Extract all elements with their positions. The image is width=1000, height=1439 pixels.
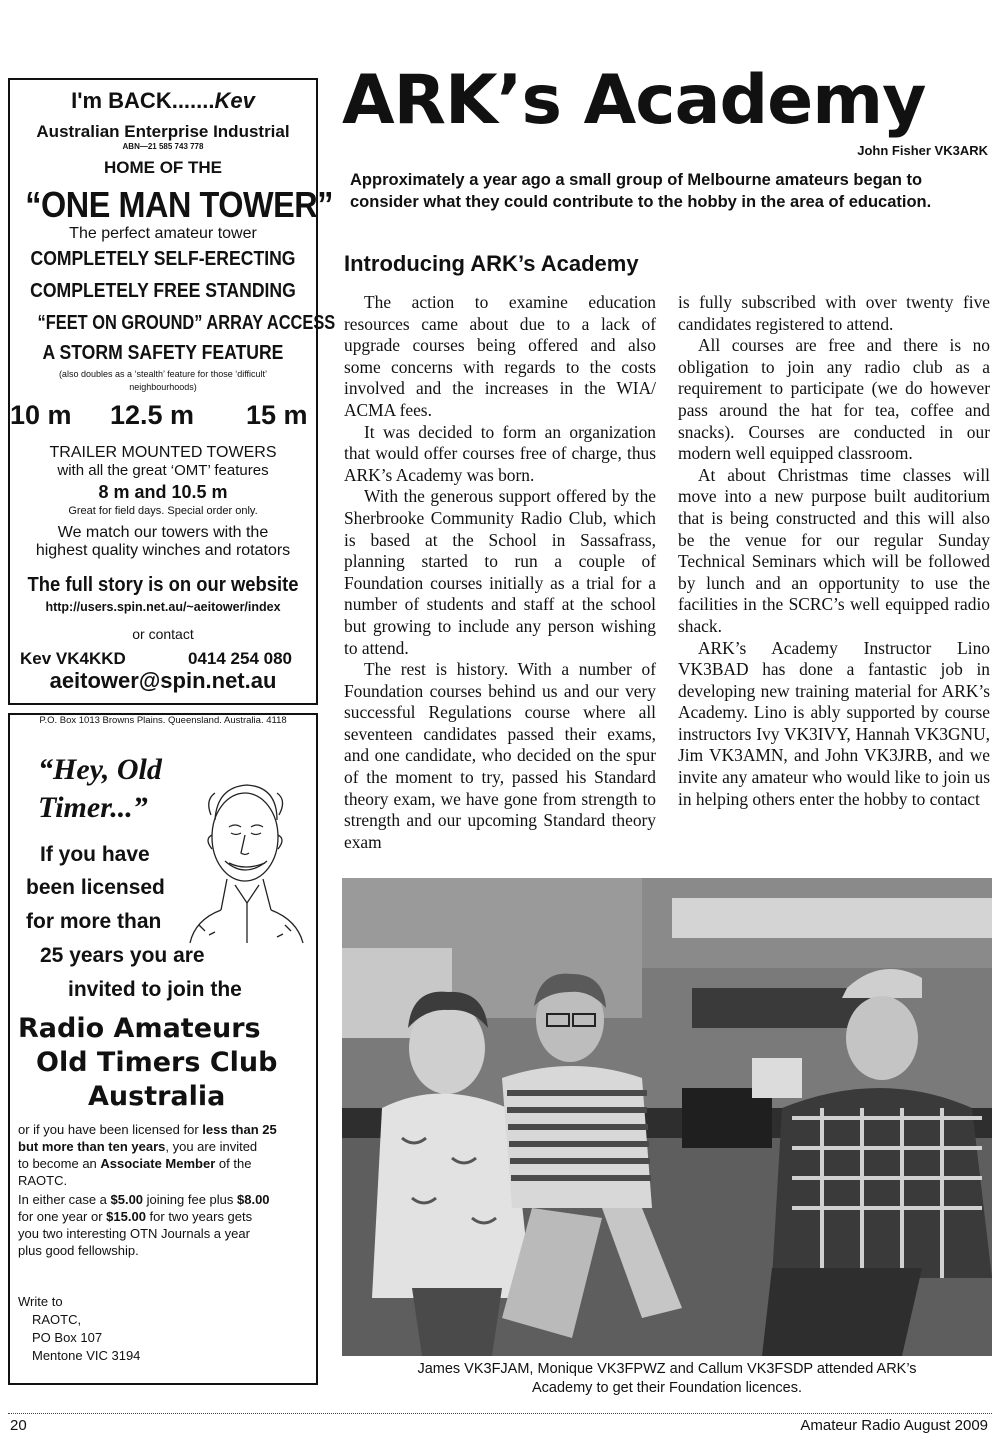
ad-feature-4: A STORM SAFETY FEATURE [42,342,284,364]
raotc-club-line-2: Old Timers Club [36,1047,278,1078]
ad-feature-note-1: (also doubles as a ‘stealth’ feature for those ‘difficult’ [58,369,268,379]
raotc-club-line-3: Australia [88,1081,226,1112]
ad-product-name: “ONE MAN TOWER” [25,184,333,225]
page-number: 20 [10,1417,27,1434]
tower-advertisement [8,78,336,726]
article-paragraph: At about Christmas time classes will move into a new purpose built auditorium that is being constructed and this will also be the venue for our regular Sunday Technical Seminars which will be followed by lunch and an opportunity to use the facilities in the SCRC’s well equipped radio shack. [678,464,990,636]
ad-headline [10,88,316,114]
raotc-address-line-2: PO Box 107 [32,1330,103,1345]
raotc-advertisement [8,713,318,1385]
publication-name: Amateur Radio August 2009 [800,1417,988,1434]
ad-size-10m: 10 m [10,400,72,430]
raotc-line-2: been licensed [26,876,165,899]
ad-contact-phone: 0414 254 080 [188,649,292,668]
article-paragraph: The rest is history. With a number of Foundation courses behind us and our very successful Regulations course where all seventeen candidates passed their exams, and one candidate, who decided on the spur of the moment to try, passed his Standard theory exam, we have gone from strength to strength and our upcoming Standard theory exam [344,659,656,852]
raotc-quote-line-1: “Hey, Old [38,753,162,786]
article-subheading: Introducing ARK’s Academy [344,251,639,276]
ad-feature-2: COMPLETELY FREE STANDING [30,280,296,302]
ad-feature-note-2: neighbourhoods) [129,382,197,392]
ad-match-1: We match our towers with the [57,524,269,541]
ad-story: The full story is on our website [27,574,299,596]
raotc-address-line-3: Mentone VIC 3194 [32,1348,141,1363]
ad-address: P.O. Box 1013 Browns Plains. Queensland. Australia. 4118 [39,715,287,726]
photo-caption-line-1: James VK3FJAM, Monique VK3FPWZ and Callum VK3FSDP attended ARK’s [417,1361,917,1377]
raotc-fee-paragraph: In either case a $5.00 joining fee plus $8.00 for one year or $15.00 for two years gets you two interesting OTN Journals a year plus good fellowship. [18,1192,270,1258]
students-photo [342,878,992,1356]
article-title: ARK’s Academy [342,61,926,140]
raotc-line-5: invited to join the [68,978,242,1001]
ad-or-contact: or contact [132,626,194,642]
ad-url: http://users.spin.net.au/~aeitower/index [45,600,281,614]
ad-abn: ABN—21 585 743 778 [122,142,204,151]
article-paragraph: It was decided to form an organization that would offer courses free of charge, thus ARK’s Academy was born. [344,421,656,485]
article-paragraph: With the generous support offered by the Sherbrooke Community Radio Club, which is based at the School in Sassafrass, planning started to run a couple of Foundation courses initially as a trial for a number of students and staff at the school but growing to include any person wishing to attend. [344,486,656,658]
raotc-line-3: for more than [26,910,162,933]
ad-contact-name: Kev VK4KKD [20,649,126,668]
ad-tagline: The perfect amateur tower [69,225,257,242]
article-paragraph: All courses are free and there is no obligation to join any radio club as a requirement to participate (we do however pass around the hat for tea, coffee and snacks). Courses are conducted in our modern well equipped classroom. [678,335,990,464]
article-intro: Approximately a year ago a small group of Melbourne amateurs began to consider what they could contribute to the hobby in the area of education. [350,171,932,211]
raotc-club-line-1: Radio Amateurs [18,1013,261,1044]
article-column-1 [344,292,656,853]
old-timer-portrait-sketch [185,775,305,945]
article-paragraph: ARK’s Academy Instructor Lino VK3BAD has done a fantastic job in developing new training material for ARK’s Academy. Lino is ably supported by course instructors Ivy VK3IVY, Hannah VK3GNU, Jim VK3AMN, and John VK3JRB, and we invite any amateur who would like to join us in helping others enter the hobby to contact [678,637,990,809]
ad-headline-prefix: I'm BACK....... [71,88,215,113]
ad-trailer-note: Great for field days. Special order only. [68,505,258,517]
ad-feature-1: COMPLETELY SELF-ERECTING [30,248,296,270]
article-paragraph: The action to examine education resources came about due to a lack of upgrade courses being offered and also some concerns with regards to the costs involved and the increases in the WIA/ ACMA fees. [344,292,656,420]
ad-email: aeitower@spin.net.au [49,668,277,693]
ad-company: Australian Enterprise Industrial [36,122,290,141]
students-photo-drawing [342,878,992,1356]
raotc-quote-line-2: Timer...” [38,791,148,824]
article-author: John Fisher VK3ARK [857,143,988,158]
ad-trailer-2: with all the great ‘OMT’ features [57,462,269,479]
ad-feature-3: “FEET ON GROUND” ARRAY ACCESS [37,312,336,334]
ad-match-2: highest quality winches and rotators [35,542,291,559]
ad-home-of: HOME OF THE [103,158,223,177]
ad-size-12-5m: 12.5 m [110,400,195,430]
footer-divider [8,1413,992,1414]
photo-caption-line-2: Academy to get their Foundation licences. [531,1380,802,1396]
article-column-2 [678,292,990,810]
raotc-line-1: If you have [40,843,150,866]
ad-trailer-1: TRAILER MOUNTED TOWERS [49,444,277,461]
ad-size-15m: 15 m [246,400,308,430]
raotc-address-line-1: RAOTC, [32,1312,82,1327]
raotc-associate-paragraph: or if you have been licensed for less than 25 but more than ten years, you are invited to become an Associate Member of the RAOTC. [18,1122,277,1188]
raotc-address-block [18,1293,140,1365]
raotc-line-4: 25 years you are [40,944,205,967]
raotc-write-to: Write to [18,1294,63,1309]
ad-headline-name: Kev [214,88,255,113]
ad-trailer-sizes: 8 m and 10.5 m [98,482,228,502]
photo-caption [342,1360,992,1398]
article-paragraph: is fully subscribed with over twenty five candidates registered to attend. [678,292,990,334]
